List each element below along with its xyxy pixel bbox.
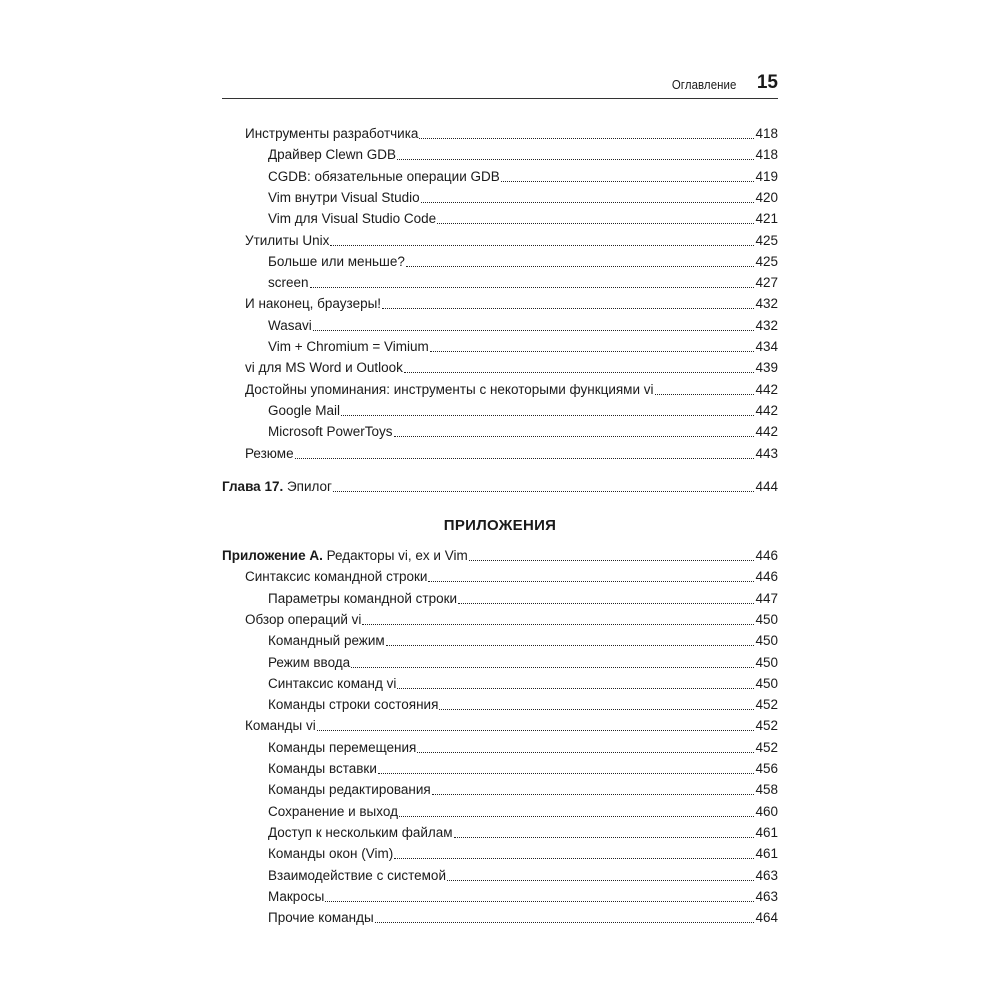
toc-entry-page: 452 bbox=[755, 718, 778, 734]
toc-entry-page: 461 bbox=[755, 846, 778, 862]
dot-leader bbox=[406, 266, 755, 267]
dot-leader bbox=[447, 880, 754, 881]
toc-entry-title bbox=[245, 380, 655, 400]
toc-entry bbox=[268, 337, 778, 357]
toc-entry-title bbox=[245, 716, 317, 736]
toc-entry bbox=[222, 546, 778, 566]
toc-entry-page: 450 bbox=[755, 633, 778, 649]
toc-entry-title bbox=[268, 908, 375, 928]
toc-entry bbox=[245, 231, 778, 251]
toc-entry-label: Параметры командной строки bbox=[268, 590, 458, 606]
toc-entry-label: Резюме bbox=[245, 445, 294, 461]
toc-entry-label: Инструменты разработчика bbox=[245, 126, 419, 141]
dot-leader bbox=[375, 922, 755, 923]
toc-entry-title bbox=[268, 674, 397, 694]
toc-entry-label: Сохранение и выход bbox=[268, 803, 398, 819]
toc-entry-page: 456 bbox=[755, 761, 778, 776]
dot-leader bbox=[382, 308, 754, 309]
dot-leader bbox=[330, 245, 754, 246]
dot-leader bbox=[351, 667, 754, 668]
dot-leader bbox=[394, 436, 755, 437]
toc-entry-label: Google Mail bbox=[268, 402, 341, 418]
toc-entry-label: Синтаксис командной строки bbox=[245, 569, 428, 585]
toc-entry bbox=[245, 567, 778, 587]
dot-leader bbox=[317, 730, 755, 731]
toc-entry-label: Взаимодействие с системой bbox=[268, 867, 446, 883]
toc-entry bbox=[245, 124, 778, 144]
toc-entry bbox=[268, 887, 778, 907]
dot-leader bbox=[458, 603, 754, 604]
toc-entry-page: 439 bbox=[755, 360, 778, 376]
toc-entry-label: Режим ввода bbox=[268, 654, 351, 670]
toc-entry bbox=[245, 380, 778, 400]
toc-entry bbox=[268, 802, 778, 822]
toc-entry-page: 452 bbox=[755, 739, 778, 755]
dot-leader bbox=[454, 837, 755, 838]
toc-entry-title bbox=[245, 231, 330, 251]
toc-entry-page: 434 bbox=[755, 339, 778, 354]
toc-entry-page: 442 bbox=[755, 381, 778, 397]
toc-entry-page: 463 bbox=[755, 867, 778, 883]
toc-entry bbox=[268, 422, 778, 442]
toc-entry-page: 446 bbox=[755, 548, 778, 563]
dot-leader bbox=[295, 458, 755, 459]
toc-entry-title bbox=[268, 738, 417, 758]
dot-leader bbox=[310, 287, 755, 288]
toc-entry-title bbox=[268, 589, 458, 609]
toc-entry-title bbox=[268, 145, 397, 165]
toc-entry bbox=[222, 477, 778, 497]
header-rule bbox=[222, 98, 778, 99]
toc-entry-label: Макросы bbox=[268, 888, 325, 904]
toc-entry-title bbox=[268, 337, 430, 357]
toc-entry-page: 442 bbox=[755, 424, 778, 440]
toc-entry bbox=[268, 316, 778, 336]
toc-entry-label: screen bbox=[268, 275, 309, 291]
dot-leader bbox=[419, 138, 754, 139]
dot-leader bbox=[439, 709, 754, 710]
toc-entry-page: 425 bbox=[755, 232, 778, 248]
toc-entry-title bbox=[268, 401, 341, 421]
dot-leader bbox=[432, 794, 755, 795]
toc-entry bbox=[268, 631, 778, 651]
toc-entry-page: 450 bbox=[755, 675, 778, 691]
dot-leader bbox=[417, 752, 754, 753]
dot-leader bbox=[469, 560, 755, 561]
appendix-heading: ПРИЛОЖЕНИЯ bbox=[443, 517, 557, 534]
toc-entry-page: 421 bbox=[755, 211, 778, 227]
toc-entry-page: 442 bbox=[755, 402, 778, 418]
toc-entry bbox=[268, 674, 778, 694]
dot-leader bbox=[333, 491, 754, 492]
toc-entry-title bbox=[268, 802, 399, 822]
toc-entry-label: И наконец, браузеры! bbox=[245, 296, 382, 312]
toc-entry-page: 427 bbox=[755, 275, 778, 291]
toc-entry-title bbox=[268, 653, 351, 673]
toc-entry-label: Vim для Visual Studio Code bbox=[268, 211, 437, 227]
toc-entry-title bbox=[268, 188, 421, 208]
toc-entry bbox=[268, 252, 778, 272]
toc-entry-label: Доступ к нескольким файлам bbox=[268, 824, 453, 840]
toc-entry bbox=[268, 780, 778, 800]
toc-entry-label: Команды окон (Vim) bbox=[268, 846, 394, 862]
toc-entry bbox=[268, 908, 778, 928]
dot-leader bbox=[404, 372, 755, 373]
dot-leader bbox=[362, 624, 754, 625]
toc-entry bbox=[245, 358, 778, 378]
toc-entry-title bbox=[245, 610, 362, 630]
toc-entry-title bbox=[245, 124, 419, 144]
toc-entry-page: 418 bbox=[755, 147, 778, 163]
toc-entry bbox=[268, 695, 778, 715]
toc-entry-page: 444 bbox=[755, 478, 778, 494]
toc-entry-prefix: Глава 17. bbox=[222, 478, 284, 494]
toc-entry-title bbox=[268, 422, 394, 442]
toc-entry-label: Эпилог bbox=[283, 478, 332, 494]
toc-entry-title bbox=[268, 316, 313, 336]
toc-entry bbox=[245, 294, 778, 314]
toc-entry-page: 418 bbox=[755, 126, 778, 141]
dot-leader bbox=[501, 181, 755, 182]
toc-entry-page: 443 bbox=[755, 445, 778, 461]
dot-leader bbox=[325, 901, 754, 902]
toc-entry-page: 432 bbox=[755, 317, 778, 333]
toc-entry bbox=[268, 145, 778, 165]
toc-entry-page: 461 bbox=[755, 824, 778, 840]
toc-entry-label: Синтаксис команд vi bbox=[268, 675, 397, 691]
toc-entry-page: 464 bbox=[755, 910, 778, 926]
toc-entry-page: 446 bbox=[755, 569, 778, 585]
toc-entry-title bbox=[268, 273, 310, 293]
toc-entry-label: Команды редактирования bbox=[268, 782, 431, 798]
toc-entry-title bbox=[222, 477, 333, 497]
toc-entry-title bbox=[268, 780, 432, 800]
toc-entry bbox=[268, 866, 778, 886]
toc-entry-title bbox=[268, 887, 325, 907]
toc-entry bbox=[268, 589, 778, 609]
dot-leader bbox=[378, 773, 755, 774]
toc-entry-title bbox=[245, 358, 404, 378]
dot-leader bbox=[430, 351, 755, 352]
toc-entry bbox=[268, 823, 778, 843]
toc-entry-label: Драйвер Clewn GDB bbox=[268, 147, 397, 163]
dot-leader bbox=[421, 202, 755, 203]
toc-entry bbox=[268, 738, 778, 758]
toc-entry-title bbox=[222, 546, 469, 566]
toc-entry-label: Команды вставки bbox=[268, 761, 377, 776]
toc-entry-title bbox=[268, 844, 394, 864]
toc-entry-label: Wasavi bbox=[268, 317, 312, 333]
toc-entry bbox=[268, 844, 778, 864]
toc-entry-label: Обзор операций vi bbox=[245, 611, 362, 627]
toc-entry bbox=[268, 653, 778, 673]
toc-entry-label: Утилиты Unix bbox=[245, 232, 330, 248]
toc-entry-page: 432 bbox=[755, 296, 778, 312]
toc-entry-title bbox=[245, 444, 295, 464]
toc-entry-page: 463 bbox=[755, 888, 778, 904]
toc-entry-title bbox=[268, 823, 454, 843]
toc-entry-label: Командный режим bbox=[268, 633, 385, 649]
toc-entry-label: Команды строки состояния bbox=[268, 697, 439, 713]
toc-entry bbox=[268, 759, 778, 779]
toc-entry-label: Команды перемещения bbox=[268, 739, 417, 755]
toc-entry-label: Vim внутри Visual Studio bbox=[268, 189, 420, 205]
toc-entry-title bbox=[268, 759, 378, 779]
toc-entry bbox=[268, 209, 778, 229]
toc-entry-label: Достойны упоминания: инструменты с некоторыми функциями vi bbox=[245, 381, 654, 397]
toc-entry-title bbox=[268, 252, 406, 272]
running-header-title: Оглавление bbox=[672, 77, 737, 92]
toc-entry-page: 450 bbox=[755, 611, 778, 627]
dot-leader bbox=[313, 330, 755, 331]
toc-entry bbox=[245, 610, 778, 630]
dot-leader bbox=[397, 159, 754, 160]
dot-leader bbox=[341, 415, 754, 416]
toc-entry-label: Больше или меньше? bbox=[268, 253, 405, 269]
toc-entry bbox=[268, 401, 778, 421]
toc-entry-page: 447 bbox=[755, 590, 778, 606]
toc-entry-page: 460 bbox=[755, 803, 778, 819]
toc-entry bbox=[268, 273, 778, 293]
dot-leader bbox=[397, 688, 754, 689]
toc-entry-label: vi для MS Word и Outlook bbox=[245, 360, 403, 376]
toc-entry-label: Прочие команды bbox=[268, 910, 374, 926]
toc-entry bbox=[245, 444, 778, 464]
toc-entry-title bbox=[245, 294, 382, 314]
toc-entry-page: 420 bbox=[755, 189, 778, 205]
dot-leader bbox=[655, 394, 755, 395]
toc-entry-page: 452 bbox=[755, 697, 778, 713]
dot-leader bbox=[394, 858, 754, 859]
toc-entry bbox=[268, 167, 778, 187]
toc-entry-label: CGDB: обязательные операции GDB bbox=[268, 168, 500, 184]
toc-entry bbox=[268, 188, 778, 208]
toc-entry-title bbox=[268, 695, 439, 715]
toc-entry-label: Vim + Chromium = Vimium bbox=[268, 339, 429, 354]
dot-leader bbox=[386, 645, 755, 646]
toc-entry-title bbox=[268, 209, 437, 229]
page-header bbox=[222, 70, 778, 96]
toc-entry-label: Редакторы vi, ex и Vim bbox=[322, 548, 468, 563]
toc-entry-title bbox=[268, 866, 447, 886]
toc-entry-label: Команды vi bbox=[245, 718, 316, 734]
dot-leader bbox=[399, 816, 755, 817]
toc-entry-page: 458 bbox=[755, 782, 778, 798]
toc-entry-title bbox=[268, 167, 501, 187]
toc-entry-page: 450 bbox=[755, 654, 778, 670]
toc-entry-page: 419 bbox=[755, 168, 778, 184]
toc-entry-prefix: Приложение А. bbox=[222, 548, 323, 563]
toc-entry bbox=[245, 716, 778, 736]
dot-leader bbox=[428, 581, 754, 582]
dot-leader bbox=[437, 223, 754, 224]
page-number: 15 bbox=[756, 72, 778, 93]
toc-entry-page: 425 bbox=[755, 253, 778, 269]
toc-entry-label: Microsoft PowerToys bbox=[268, 424, 393, 440]
toc-entry-title bbox=[268, 631, 386, 651]
toc-entry-title bbox=[245, 567, 428, 587]
